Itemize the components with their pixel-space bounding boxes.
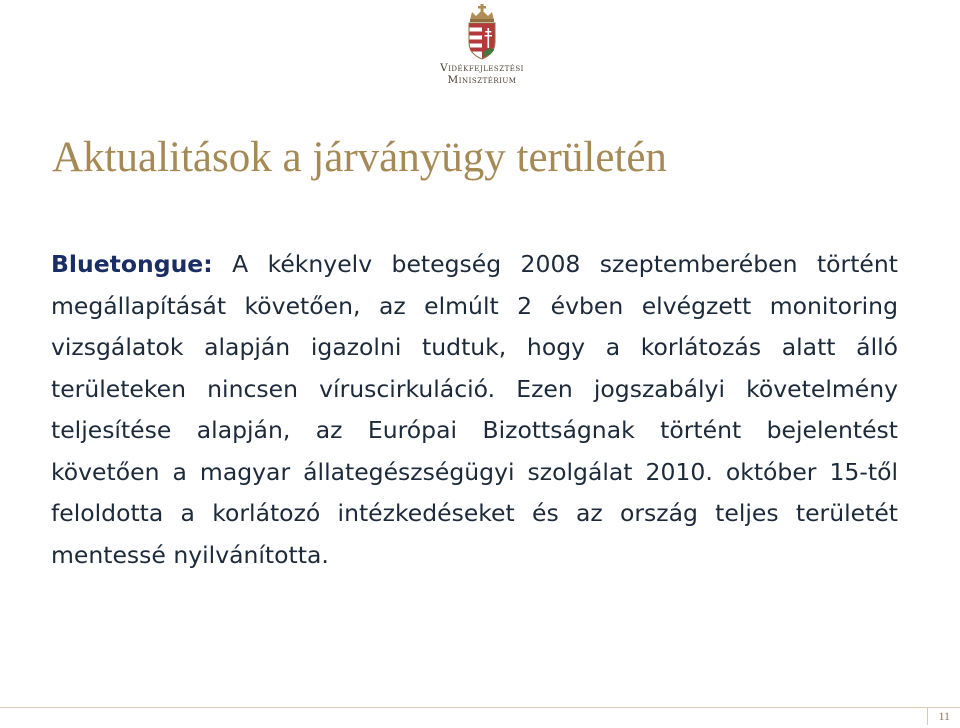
lead-label: Bluetongue: <box>51 250 213 278</box>
ministry-name <box>416 62 548 86</box>
ministry-logo <box>416 4 548 96</box>
ministry-name-line1: Vidékfejlesztési <box>440 62 524 74</box>
slide-title: Aktualitások a járványügy területén <box>52 134 667 181</box>
footer-divider <box>0 707 960 708</box>
ministry-name-line2: Minisztérium <box>447 74 517 86</box>
body-text: A kéknyelv betegség 2008 szeptemberében történt megállapítását követően, az elmúlt 2 évben elvégzett monitoring vizsgálatok alapján igazolni tudtuk, hogy a korlátozás alatt álló területeken nincsen víruscirkuláció. Ezen jogszabályi követelmény teljesítése alapján, az Európai Bizottságnak történt bejelentést követően a magyar állategészségügyi szolgálat 2010. október 15-től feloldotta a korlátozó intézkedéseket és az ország teljes területét mentessé nyilvánította. <box>51 250 898 569</box>
page-number: 11 <box>938 709 950 723</box>
body-paragraph <box>51 244 898 576</box>
hungarian-crest-icon <box>464 4 500 60</box>
